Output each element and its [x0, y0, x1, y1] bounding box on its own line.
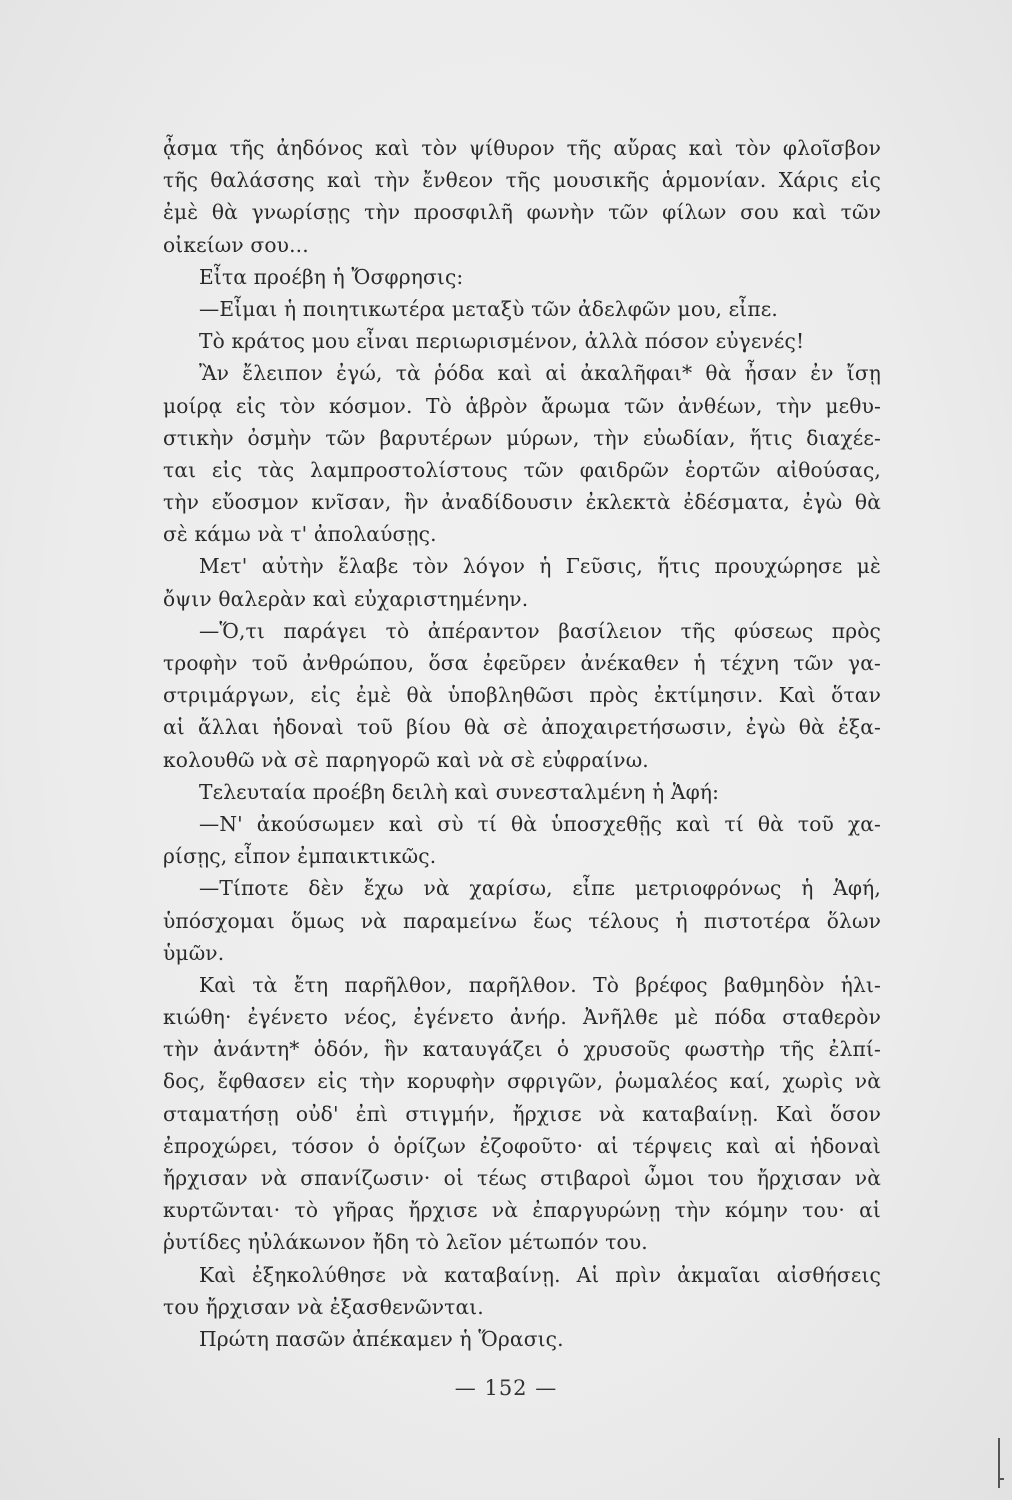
text-line: Πρώτη πασῶν ἀπέκαμεν ἡ Ὅρασις. — [199, 1326, 564, 1351]
text-line: —Τίποτε δὲν ἔχω νὰ χαρίσω, εἶπε μετριοφρόνως ἡ Ἁφή, — [199, 876, 881, 901]
text-line: οἰκείων σου... — [163, 232, 309, 257]
body-text — [163, 132, 881, 1355]
text-line: —Εἶμαι ἡ ποιητικωτέρα μεταξὺ τῶν ἀδελφῶν μου, εἶπε. — [199, 296, 778, 321]
text-line: ὄψιν θαλερὰν καὶ εὐχαριστημένην. — [163, 586, 529, 611]
text-line: ἐπροχώρει, τόσον ὁ ὁρίζων ἐζοφοῦτο· αἱ τέρψεις καὶ αἱ ἡδοναὶ — [163, 1133, 881, 1158]
text-line: —Ν' ἀκούσωμεν καὶ σὺ τί θὰ ὑποσχεθῇς καὶ τί θὰ τοῦ χα- — [199, 811, 881, 836]
text-line: Τὸ κράτος μου εἶναι περιωρισμένον, ἀλλὰ πόσον εὐγενές! — [199, 329, 805, 354]
text-line: ρίσῃς, εἶπον ἐμπαικτικῶς. — [163, 844, 437, 869]
text-line: στριμάργων, εἰς ἐμὲ θὰ ὑποβληθῶσι πρὸς ἐκτίμησιν. Καὶ ὅταν — [163, 683, 881, 708]
edge-mark — [998, 1438, 1000, 1488]
text-line: ῥυτίδες ηὐλάκωνον ἤδη τὸ λεῖον μέτωπόν του. — [163, 1230, 648, 1255]
text-line: δος, ἔφθασεν εἰς τὴν κορυφὴν σφριγῶν, ῥωμαλέος καί, χωρὶς νὰ — [163, 1069, 881, 1094]
text-line: Εἶτα προέβη ἡ Ὄσφρησις: — [199, 264, 464, 289]
text-line: κυρτῶνται· τὸ γῆρας ἤρχισε νὰ ἐπαργυρώνῃ τὴν κόμην του· αἱ — [163, 1198, 881, 1223]
text-line: κολουθῶ νὰ σὲ παρηγορῶ καὶ νὰ σὲ εὐφραίνω. — [163, 747, 649, 772]
text-line: αἱ ἄλλαι ἡδοναὶ τοῦ βίου θὰ σὲ ἀποχαιρετήσωσιν, ἐγὼ θὰ ἐξα- — [163, 715, 881, 740]
text-line: σταματήσῃ οὐδ' ἐπὶ στιγμήν, ἤρχισε νὰ καταβαίνῃ. Καὶ ὅσον — [163, 1101, 881, 1126]
text-line: ἤρχισαν νὰ σπανίζωσιν· οἱ τέως στιβαροὶ ὦμοι του ἤρχισαν νὰ — [163, 1166, 881, 1190]
text-line: ὑπόσχομαι ὅμως νὰ παραμείνω ἕως τέλους ἡ πιστοτέρα ὅλων — [163, 908, 881, 933]
text-line: τροφὴν τοῦ ἀνθρώπου, ὅσα ἐφεῦρεν ἀνέκαθεν ἡ τέχνη τῶν γα- — [163, 651, 881, 675]
text-line: Καὶ ἐξηκολύθησε νὰ καταβαίνῃ. Αἱ πρὶν ἀκμαῖαι αἰσθήσεις — [199, 1262, 881, 1287]
text-line: στικὴν ὀσμὴν τῶν βαρυτέρων μύρων, τὴν εὐωδίαν, ἥτις διαχέε- — [163, 425, 881, 450]
page-number: — 152 — — [454, 1376, 558, 1400]
text-line: Καὶ τὰ ἔτη παρῆλθον, παρῆλθον. Τὸ βρέφος βαθμηδὸν ἡλι- — [199, 972, 881, 997]
text-line: του ἤρχισαν νὰ ἐξασθενῶνται. — [163, 1294, 484, 1319]
text-line: —Ὅ,τι παράγει τὸ ἀπέραντον βασίλειον τῆς φύσεως πρὸς — [199, 618, 881, 643]
text-line: ὑμῶν. — [163, 940, 225, 965]
text-line: Τελευταία προέβη δειλὴ καὶ συνεσταλμένη ἡ Ἁφή: — [199, 779, 720, 804]
text-line: ἐμὲ θὰ γνωρίσῃς τὴν προσφιλῆ φωνὴν τῶν φίλων σου καὶ τῶν — [163, 200, 881, 225]
text-line: ται εἰς τὰς λαμπροστολίστους τῶν φαιδρῶν ἑορτῶν αἰθούσας, — [163, 457, 881, 482]
text-line: σὲ κάμω νὰ τ' ἀπολαύσῃς. — [163, 522, 437, 547]
text-line: κιώθη· ἐγένετο νέος, ἐγένετο ἀνήρ. Ἀνῆλθε μὲ πόδα σταθερὸν — [163, 1005, 881, 1030]
text-line: τῆς θαλάσσης καὶ τὴν ἔνθεον τῆς μουσικῆς ἁρμονίαν. Χάρις εἰς — [163, 168, 881, 193]
text-line: ᾆσμα τῆς ἀηδόνος καὶ τὸν ψίθυρον τῆς αὔρας καὶ τὸν φλοῖσβον — [163, 136, 881, 160]
text-line: τὴν ἀνάντη* ὁδόν, ἣν καταυγάζει ὁ χρυσοῦς φωστὴρ τῆς ἐλπί- — [163, 1037, 881, 1062]
text-line: Ἂν ἔλειπον ἐγώ, τὰ ῥόδα καὶ αἱ ἀκαλῆφαι* θὰ ἦσαν ἐν ἴσῃ — [199, 361, 881, 386]
text-line: τὴν εὔοσμον κνῖσαν, ἣν ἀναδίδουσιν ἐκλεκτὰ ἐδέσματα, ἐγὼ θὰ — [163, 490, 881, 515]
text-line: μοίρᾳ εἰς τὸν κόσμον. Τὸ ἁβρὸν ἄρωμα τῶν ἀνθέων, τὴν μεθυ- — [163, 393, 881, 418]
text-line: Μετ' αὐτὴν ἔλαβε τὸν λόγον ἡ Γεῦσις, ἥτις προυχώρησε μὲ — [199, 554, 881, 579]
